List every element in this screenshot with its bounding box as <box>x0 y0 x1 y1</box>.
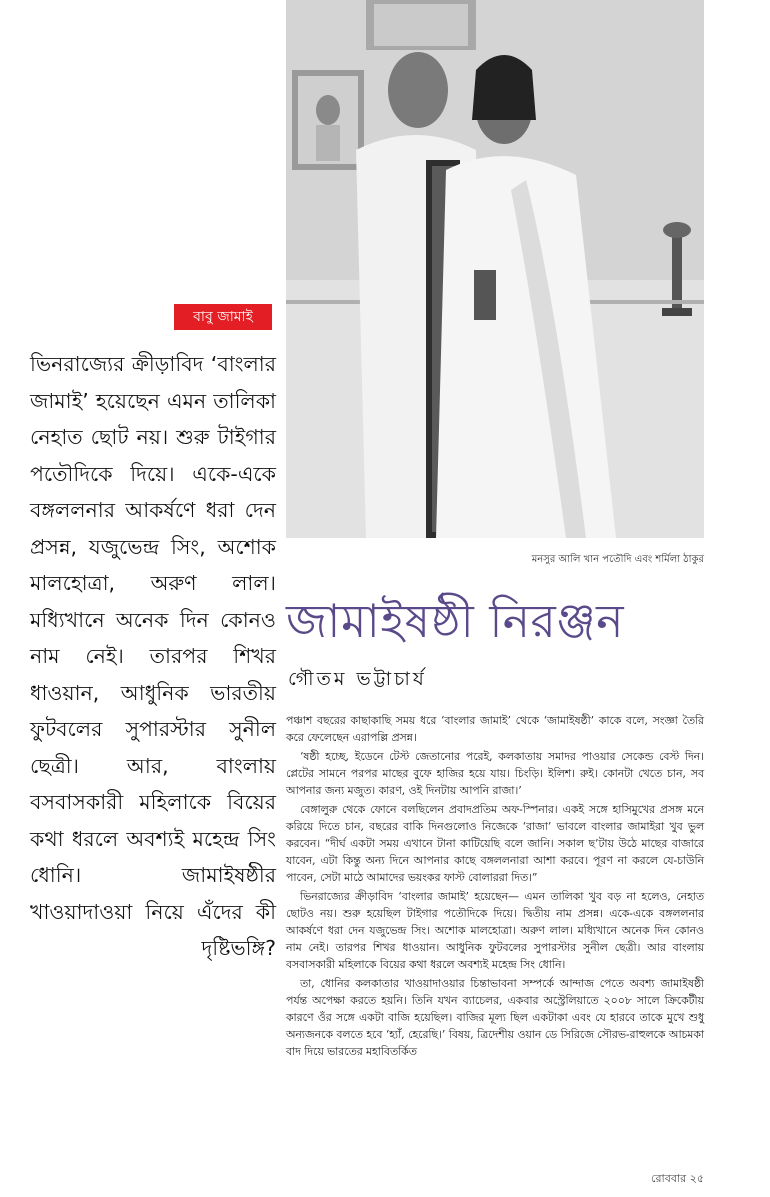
body-paragraph: ভিনরাজ্যের ক্রীড়াবিদ ‘বাংলার জামাই’ হয়েছেন— এমন তালিকা খুব বড় না হলেও, নেহাত ছোটও নয়। শুরু হয়েছিল টাইগার পতৌদিকে দিয়ে। দ্বিতীয় নাম প্রসন্ন। একে-একে বঙ্গললনার আকর্ষণে ধরা দেন যজুভেন্দ্র সিং। অশোক মালহোত্রা। অরুণ লাল। মধ্যিখানে অনেক দিন কোনও নাম নেই। তারপর শিখর ধাওয়ান। আধুনিক ফুটবলের সুপারস্টার সুনীল ছেত্রী। আর বাংলায় বসবাসকারী মহিলাকে বিয়ের কথা ধরলে অবশ্যই মহেন্দ্র সিং ধোনি। <box>286 890 704 971</box>
page-footer: রোববার ২৫ <box>651 1172 704 1185</box>
couple-photo-illustration <box>286 0 704 538</box>
pullquote: ভিনরাজ্যের ক্রীড়াবিদ ‘বাংলার জামাই’ হয়েছেন এমন তালিকা নেহাত ছোট নয়। শুরু টাইগার পতৌদিকে দিয়ে। একে-একে বঙ্গললনার আকর্ষণে ধরা দেন প্রসন্ন, যজুভেন্দ্র সিং, অশোক মালহোত্রা, অরুণ লাল। মধ্যিখানে অনেক দিন কোনও নাম নেই। তারপর শিখর ধাওয়ান, আধুনিক ভারতীয় ফুটবলের সুপারস্টার সুনীল ছেত্রী। আর, বাংলায় বসবাসকারী মহিলাকে বিয়ের কথা ধরলে অবশ্যই মহেন্দ্র সিং ধোনি। জামাইষষ্ঠীর খাওয়াদাওয়া নিয়ে এঁদের কী দৃষ্টিভঙ্গি? <box>30 352 276 960</box>
body-paragraph: পঞ্চাশ বছরের কাছাকাছি সময় ধরে ‘বাংলার জামাই’ থেকে ‘জামাইষষ্ঠী’ কাকে বলে, সংজ্ঞা তৈরি করে ফেলেছেন এরাপল্লি প্রসন্ন। <box>286 714 704 744</box>
article-headline: জামাইষষ্ঠী নিরঞ্জন <box>286 594 625 648</box>
body-paragraph: তা, ধোনির কলকাতার খাওয়াদাওয়ার চিন্তাভাবনা সম্পর্কে আন্দাজ পেতে অবশ্য জামাইষষ্ঠী পর্যন্ত অপেক্ষা করতে হয়নি। তিনি যখন ব্যাচেলর, একবার অস্ট্রেলিয়াতে ২০০৮ সালে ক্রিকেটীয় কারণে ওঁর সঙ্গে একটা বাজি হয়েছিল। বাজির মূল্য ছিল একটাকা এবং যে হারবে তাকে মুখে শুধু অন্যজনকে বলতে হবে ‘হ্যাঁ, হেরেছি।’ বিষয়, ত্রিদেশীয় ওয়ান ডে সিরিজে সৌরভ-রাহুলকে আচমকা বাদ দিয়ে ভারতের মহাবিতর্কিত <box>286 977 704 1058</box>
body-paragraph: বেঙ্গালুরু থেকে ফোনে বলছিলেন প্রবাদপ্রতিম অফ-স্পিনার। একই সঙ্গে হাসিমুখের প্রসঙ্গ মনে করিয়ে দিতে চান, বছরের বাকি দিনগুলোও নিজেকে ‘রাজা’ ভাবলে বাংলার জামাইরা খুব ভুল করবেন। “দীর্ঘ একটা সময় এখানে টানা কাটিয়েছি বলে জানি। সকাল ছ’টায় উঠে মাছের বাজারে যাবেন, এটা কিন্তু অন্য দিনে আপনার কাছে বঙ্গললনারা আশা করবে। পূরণ না করলে যে-চাউনি পাবেন, সেটা মাঠে আমাদের ভয়ংকর ফাস্ট বোলাররা দিত।” <box>286 803 705 884</box>
couple-photo <box>286 0 704 538</box>
author-byline: গৌতম ভট্টাচার্য <box>288 668 427 690</box>
section-tag: বাবু জামাই <box>174 304 272 330</box>
body-paragraph: ‘ষষ্ঠী হচ্ছে, ইডেনে টেস্ট জেতানোর পরেই, কলকাতায় সমাদর পাওয়ার সেকেন্ড বেস্ট দিন। প্লেটের সামনে পরপর মাছের বুফে হাজির হয়ে যায়। চিংড়ি। ইলিশ। রুই। কোনটা খেতে চান, সব আপনার জন্য মজুত। কারণ, ওই দিনটায় আপনি রাজা।’ <box>286 750 704 797</box>
photo-caption: মনসুর আলি খান পতৌদি এবং শর্মিলা ঠাকুর <box>531 554 704 565</box>
article-body <box>286 712 704 1062</box>
